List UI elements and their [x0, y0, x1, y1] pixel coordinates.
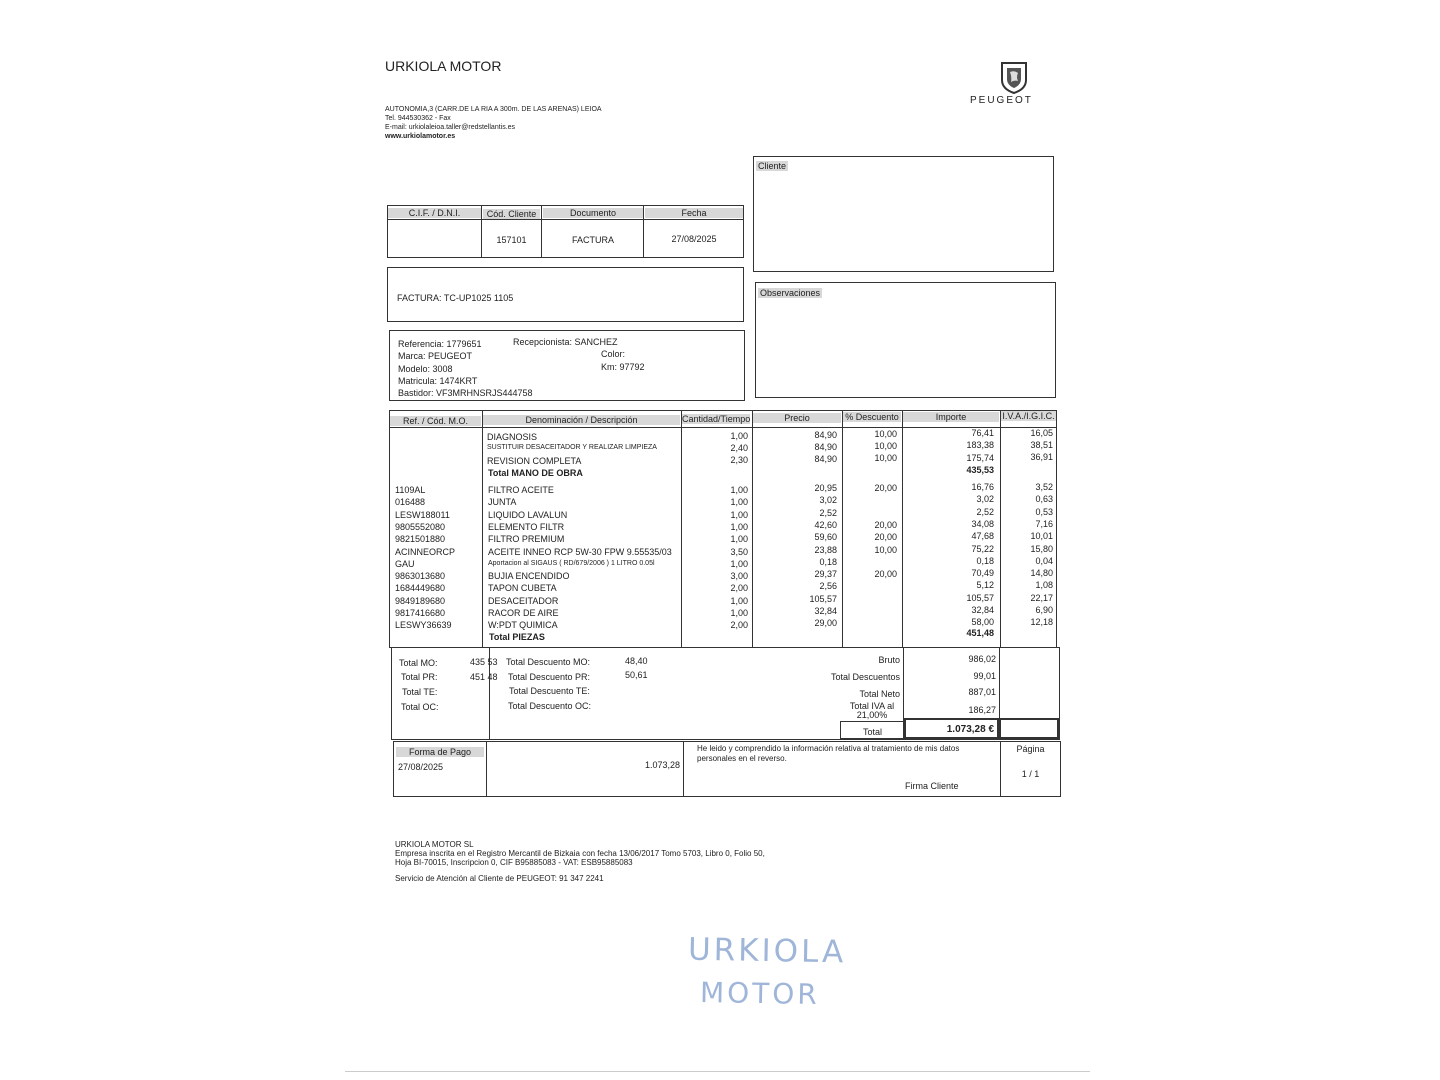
- line-amount: 34,08: [971, 518, 994, 529]
- parts-total: 451,48: [966, 628, 994, 638]
- line-disc: 10,00: [874, 544, 897, 555]
- observaciones-label: Observaciones: [760, 288, 821, 298]
- line-ref: 016488: [395, 497, 426, 508]
- line-ref: 9863013680: [395, 571, 446, 582]
- company-name: URKIOLA MOTOR: [385, 58, 502, 74]
- desc-mo-label: Total Descuento MO:: [506, 657, 591, 667]
- line-qty: 1,00: [730, 595, 748, 606]
- line-desc: FILTRO PREMIUM: [488, 534, 565, 545]
- col-cif-header: C.I.F. / D.N.I.: [388, 208, 481, 218]
- line-price: 59,60: [814, 532, 837, 543]
- total-mo-value: 435 53: [470, 657, 498, 667]
- line-qty: 1,00: [730, 608, 748, 618]
- line-vat: 36,91: [1030, 452, 1053, 462]
- line-vat: 14,80: [1030, 568, 1053, 579]
- line-desc: DESACEITADOR: [488, 595, 559, 606]
- vehicle-bastidor: Bastidor: VF3MRHNSRJS444758: [398, 388, 533, 398]
- lines-table: [389, 410, 1057, 648]
- line-price: 29,00: [814, 618, 837, 629]
- line-ref: LESW188011: [395, 509, 450, 520]
- vehicle-box: [389, 330, 745, 401]
- desc-pr-label: Total Descuento PR:: [508, 672, 591, 682]
- line-amount: 5,12: [976, 580, 994, 591]
- line-price: 84,90: [814, 442, 837, 452]
- payment-date: 27/08/2025: [398, 762, 444, 772]
- line-ref: LESWY36639: [395, 620, 452, 631]
- line-disc: 20,00: [874, 519, 897, 530]
- line-amount: 47,68: [971, 531, 994, 542]
- cliente-label: Cliente: [758, 161, 787, 171]
- total-mo-label: Total MO:: [399, 658, 438, 668]
- line-price: 0,18: [819, 556, 837, 567]
- col-fecha-header: Fecha: [645, 208, 743, 218]
- stamp-line-1: URKIOLA: [687, 931, 847, 971]
- line-desc: FILTRO ACEITE: [488, 485, 554, 495]
- pagina-label: Página: [1016, 744, 1045, 754]
- line-vat: 7,16: [1035, 518, 1053, 529]
- vehicle-modelo: Modelo: 3008: [398, 364, 453, 374]
- bruto-label: Bruto: [878, 655, 900, 665]
- firma-cliente-label: Firma Cliente: [905, 781, 959, 791]
- line-desc: BUJIA ENCENDIDO: [488, 571, 570, 582]
- line-qty: 1,00: [730, 497, 748, 508]
- line-amount: 75,22: [971, 543, 994, 554]
- fecha-value: 27/08/2025: [671, 234, 717, 244]
- line-qty: 1,00: [730, 521, 748, 532]
- line-desc: TAPON CUBETA: [488, 583, 557, 594]
- line-price: 2,56: [819, 581, 837, 592]
- line-ref: 9805552080: [395, 521, 446, 532]
- iva-value: 186,27: [968, 705, 996, 715]
- line-amount: 2,52: [976, 506, 994, 517]
- vehicle-matricula: Matricula: 1474KRT: [398, 376, 478, 386]
- line-amount: 16,76: [971, 482, 994, 492]
- total-vat-cell: [999, 718, 1059, 739]
- line-vat: 10,01: [1030, 531, 1053, 542]
- line-desc: DIAGNOSIS: [487, 432, 538, 442]
- cod-cliente-value: 157101: [496, 235, 527, 245]
- line-qty: 1,00: [730, 431, 748, 441]
- col-cliente-header: Cód. Cliente: [483, 209, 540, 219]
- line-vat: 0,04: [1035, 555, 1053, 566]
- company-web: www.urkiolamotor.es: [385, 133, 456, 140]
- total-oc-label: Total OC:: [401, 702, 439, 712]
- total-pr-value: 451 48: [470, 672, 498, 682]
- line-vat: 15,80: [1030, 543, 1053, 554]
- summary-box: [391, 647, 1060, 740]
- footer-registry-2: Hoja BI-70015, Inscripcion 0, CIF B95885083 - VAT: ESB95885083: [395, 858, 633, 867]
- line-qty: 2,00: [730, 583, 748, 594]
- col-documento-header: Documento: [543, 208, 643, 218]
- labor-total: 435,53: [966, 465, 994, 475]
- vehicle-marca: Marca: PEUGEOT: [398, 351, 473, 361]
- line-price: 29,37: [814, 569, 837, 580]
- line-price: 32,84: [814, 606, 837, 616]
- line-amount: 32,84: [971, 605, 994, 615]
- factura-number: FACTURA: TC-UP1025 1105: [397, 293, 514, 303]
- vehicle-referencia: Referencia: 1779651: [398, 339, 482, 349]
- line-price: 84,90: [814, 454, 837, 464]
- company-address: AUTONOMIA,3 (CARR.DE LA RIA A 300m. DE LAS ARENAS) LEIOA: [385, 106, 602, 113]
- total-value: 1.073,28 €: [946, 724, 994, 735]
- line-qty: 1,00: [730, 509, 748, 520]
- desc-pr-value: 50,61: [625, 670, 648, 680]
- footer-company: URKIOLA MOTOR SL: [395, 840, 474, 849]
- desc-te-label: Total Descuento TE:: [509, 686, 590, 696]
- doc-header-table: [387, 205, 744, 258]
- line-ref: ACINNEORCP: [395, 546, 456, 557]
- neto-value: 887,01: [968, 687, 996, 697]
- line-price: 20,95: [814, 483, 837, 493]
- line-vat: 16,05: [1030, 428, 1053, 438]
- line-disc: 20,00: [874, 483, 897, 493]
- line-price: 84,90: [814, 430, 837, 440]
- line-vat: 1,08: [1035, 580, 1053, 591]
- line-vat: 0,53: [1035, 506, 1053, 517]
- vehicle-recepcionista: Recepcionista: SANCHEZ: [513, 337, 618, 347]
- line-vat: 6,90: [1035, 605, 1053, 615]
- line-vat: 0,63: [1035, 494, 1053, 505]
- desc-mo-value: 48,40: [625, 656, 648, 666]
- line-qty: 3,00: [730, 571, 748, 582]
- total-desc-label: Total Descuentos: [830, 672, 900, 682]
- line-desc: W:PDT QUIMICA: [488, 620, 558, 631]
- payment-box: [393, 741, 1061, 797]
- vehicle-km: Km: 97792: [601, 362, 645, 372]
- line-disc: 10,00: [874, 441, 897, 451]
- privacy-notice: He leido y comprendido la información relativa al tratamiento de mis datos personales en el reverso.: [697, 744, 960, 763]
- line-amount: 3,02: [976, 494, 994, 505]
- col-disc-header: % Descuento: [843, 412, 901, 422]
- total-label: Total: [863, 727, 883, 737]
- line-amount: 183,38: [966, 440, 994, 450]
- iva-label: Total IVA al 21,00%: [849, 701, 895, 720]
- line-desc: RACOR DE AIRE: [488, 608, 559, 618]
- line-ref: 1684449680: [395, 583, 446, 594]
- line-qty: 1,00: [730, 558, 748, 569]
- line-desc: JUNTA: [488, 497, 517, 508]
- line-vat: 12,18: [1030, 617, 1053, 628]
- line-desc: Aportacion al SIGAUS ( RD/679/2006 ) 1 LITRO 0.05l: [488, 559, 655, 567]
- brand-name: PEUGEOT: [970, 95, 1033, 106]
- company-email: E-mail: urkiolaleioa.taller@redstellantis.es: [385, 124, 516, 131]
- line-desc: REVISION COMPLETA: [487, 456, 582, 466]
- line-desc: SUSTITUIR DESACEITADOR Y REALIZAR LIMPIEZA: [487, 444, 657, 451]
- line-disc: 20,00: [874, 532, 897, 543]
- cliente-box: [753, 156, 1054, 272]
- footer-service: Servicio de Atención al Cliente de PEUGEOT: 91 347 2241: [395, 874, 604, 883]
- line-ref: 9821501880: [395, 534, 446, 545]
- line-desc: ELEMENTO FILTR: [488, 521, 565, 532]
- total-value-cell: [904, 718, 999, 739]
- payment-amount: 1.073,28: [644, 760, 680, 770]
- line-desc: ACEITE INNEO RCP 5W-30 FPW 9.55535/03: [488, 546, 672, 557]
- company-tel: Tel. 944530362 - Fax: [385, 115, 451, 122]
- labor-total-label: Total MANO DE OBRA: [488, 468, 583, 478]
- line-ref: 1109AL: [395, 485, 426, 495]
- col-vat-header: I.V.A./I.G.I.C.: [1002, 411, 1055, 421]
- total-pr-label: Total PR:: [401, 672, 438, 682]
- neto-label: Total Neto: [859, 689, 900, 699]
- line-amount: 105,57: [966, 592, 994, 603]
- line-vat: 22,17: [1030, 592, 1053, 603]
- line-ref: 9817416680: [395, 608, 446, 618]
- observaciones-box: [755, 282, 1056, 398]
- factura-box: [387, 267, 744, 322]
- forma-pago-label: Forma de Pago: [396, 747, 484, 757]
- parts-total-label: Total PIEZAS: [489, 632, 545, 642]
- line-qty: 2,00: [730, 620, 748, 631]
- line-ref: 9849189680: [395, 595, 446, 606]
- col-qty-header: Cantidad/Tiempo: [682, 414, 751, 424]
- line-qty: 2,40: [730, 443, 748, 453]
- bruto-value: 986,02: [968, 654, 996, 664]
- col-price-header: Precio: [753, 413, 841, 423]
- line-amount: 58,00: [971, 617, 994, 628]
- stamp-line-2: MOTOR: [699, 975, 821, 1012]
- line-amount: 76,41: [971, 428, 994, 438]
- peugeot-lion-shield-icon: [998, 60, 1030, 94]
- total-label-cell: [840, 721, 904, 739]
- col-ref-header: Ref. / Cód. M.O.: [390, 416, 481, 426]
- line-disc: 10,00: [874, 453, 897, 463]
- line-price: 105,57: [809, 593, 837, 604]
- line-disc: 20,00: [874, 569, 897, 580]
- line-amount: 70,49: [971, 568, 994, 579]
- line-price: 2,52: [819, 507, 837, 518]
- line-desc: LIQUIDO LAVALUN: [488, 509, 568, 520]
- line-qty: 1,00: [730, 485, 748, 495]
- line-disc: 10,00: [874, 429, 897, 439]
- line-vat: 3,52: [1035, 482, 1053, 492]
- desc-oc-label: Total Descuento OC:: [508, 701, 592, 711]
- col-amount-header: Importe: [903, 412, 999, 422]
- total-desc-value: 99,01: [973, 671, 996, 681]
- line-price: 23,88: [814, 544, 837, 555]
- line-amount: 0,18: [976, 555, 994, 566]
- line-qty: 3,50: [730, 546, 748, 557]
- line-price: 3,02: [819, 495, 837, 506]
- documento-value: FACTURA: [571, 235, 614, 245]
- total-te-label: Total TE:: [402, 687, 438, 697]
- col-desc-header: Denominación / Descripción: [483, 415, 680, 425]
- pagina-value: 1 / 1: [1021, 769, 1040, 779]
- line-qty: 1,00: [730, 534, 748, 545]
- line-ref: GAU: [395, 558, 415, 569]
- line-price: 42,60: [814, 519, 837, 530]
- line-vat: 38,51: [1030, 440, 1053, 450]
- vehicle-color: Color:: [601, 349, 626, 359]
- urkiola-motor-stamp: [660, 933, 890, 1013]
- footer-registry-1: Empresa inscrita en el Registro Mercantil de Bizkaia con fecha 13/06/2017 Tomo 5703, Libro 0, Folio 50,: [395, 849, 765, 858]
- line-qty: 2,30: [730, 455, 748, 465]
- line-amount: 175,74: [966, 453, 994, 463]
